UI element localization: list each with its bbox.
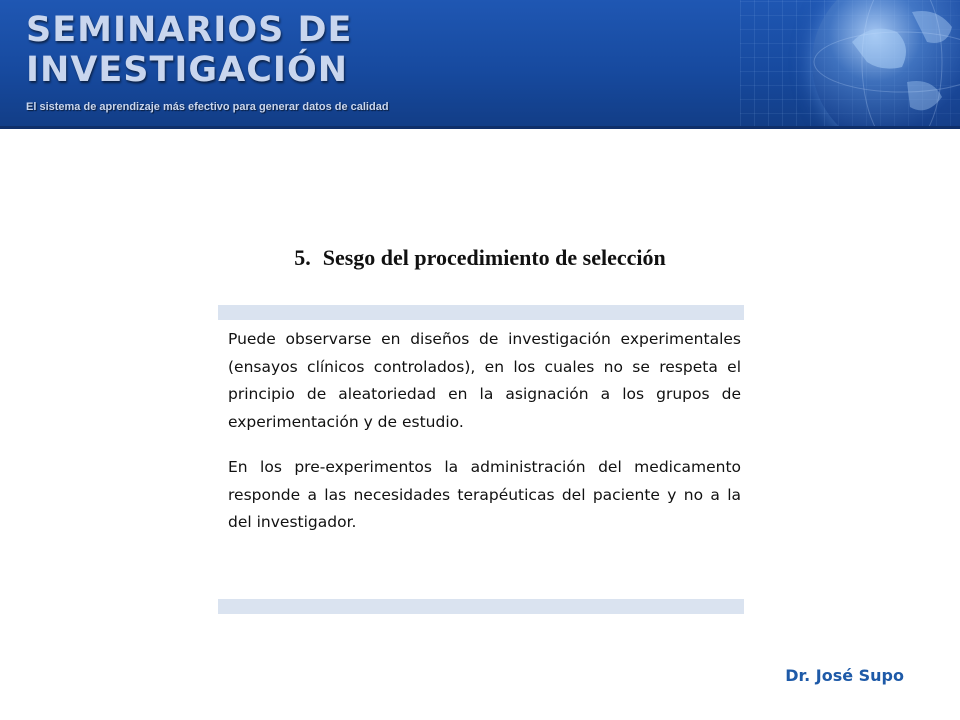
globe-icon — [812, 0, 960, 128]
content-text — [228, 326, 741, 537]
paragraph: Puede observarse en diseños de investigación experimentales (ensayos clínicos controlados), en los cuales no se respeta el principio de aleatoriedad en la asignación a los grupos de experimentación y de estudio. — [228, 330, 741, 431]
section-heading — [0, 245, 960, 271]
section-title: Sesgo del procedimiento de selección — [322, 245, 666, 270]
header-divider — [0, 126, 960, 129]
header-banner — [0, 0, 960, 128]
content-box-bottom-bar — [218, 599, 744, 614]
content-box-top-bar — [218, 305, 744, 320]
section-number: 5. — [294, 245, 311, 270]
author-name: Dr. José Supo — [785, 666, 904, 685]
page-title: SEMINARIOS DE INVESTIGACIÓN — [26, 10, 353, 90]
page-subtitle: El sistema de aprendizaje más efectivo para generar datos de calidad — [26, 101, 389, 113]
paragraph: En los pre-experimentos la administración del medicamento responde a las necesidades terapéuticas del paciente y no a la del investigador. — [228, 458, 741, 531]
